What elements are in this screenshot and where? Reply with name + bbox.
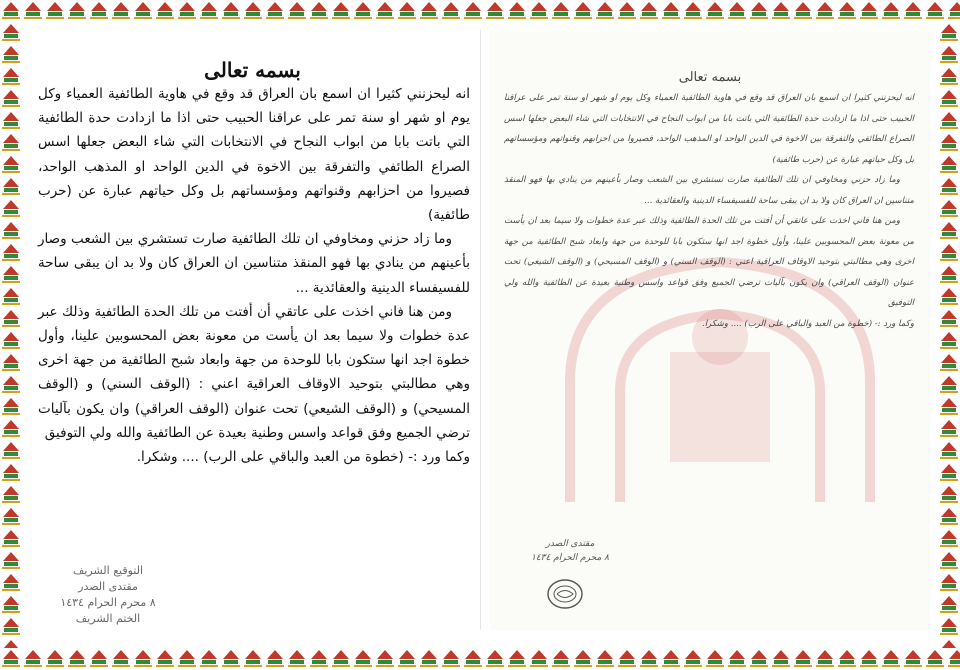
frame-tile bbox=[550, 648, 572, 670]
frame-tile bbox=[748, 0, 770, 22]
frame-tile bbox=[0, 88, 22, 110]
frame-tile bbox=[110, 648, 132, 670]
frame-tile bbox=[154, 0, 176, 22]
frame-border-bottom bbox=[0, 648, 960, 670]
frame-tile bbox=[0, 330, 22, 352]
frame-tile bbox=[880, 648, 902, 670]
handwritten-signature-date: ٨ محرم الحرام ١٤٣٤ bbox=[530, 553, 610, 563]
frame-tile bbox=[594, 0, 616, 22]
frame-tile bbox=[0, 528, 22, 550]
handwritten-signature bbox=[510, 537, 630, 565]
frame-tile bbox=[22, 648, 44, 670]
frame-tile bbox=[0, 638, 22, 648]
frame-tile bbox=[0, 462, 22, 484]
signature-date: ٨ محرم الحرام ١٤٣٤ bbox=[60, 596, 156, 609]
frame-tile bbox=[726, 648, 748, 670]
frame-tile bbox=[330, 648, 352, 670]
frame-tile bbox=[0, 396, 22, 418]
frame-tile bbox=[0, 154, 22, 176]
frame-tile bbox=[0, 506, 22, 528]
frame-tile bbox=[938, 66, 960, 88]
frame-tile bbox=[938, 550, 960, 572]
frame-tile bbox=[938, 220, 960, 242]
frame-tile bbox=[638, 648, 660, 670]
frame-tile bbox=[396, 648, 418, 670]
basmala-heading: بسمه تعالى bbox=[204, 58, 301, 82]
handwritten-basmala: بسمه تعالى bbox=[678, 70, 742, 85]
handwritten-paragraph-2: وما زاد حزني ومخاوفي ان تلك الطائفية صارت تستشري بين الشعب وصار بأعينهم من ينادي بها فهو المنقذ متناسين ان العراق كان ولا بد ان يبقى ساحة للفسيفساء الدينية والعقائدية ... bbox=[504, 175, 914, 206]
frame-tile bbox=[66, 648, 88, 670]
frame-tile bbox=[484, 648, 506, 670]
frame-tile bbox=[770, 0, 792, 22]
frame-tile bbox=[946, 648, 960, 670]
frame-tile bbox=[938, 418, 960, 440]
frame-tile bbox=[352, 0, 374, 22]
frame-tile bbox=[748, 648, 770, 670]
frame-tile bbox=[0, 198, 22, 220]
frame-tile bbox=[66, 0, 88, 22]
frame-tile bbox=[938, 352, 960, 374]
frame-tile bbox=[0, 0, 22, 22]
frame-tile bbox=[924, 0, 946, 22]
frame-tile bbox=[550, 0, 572, 22]
frame-tile bbox=[308, 0, 330, 22]
frame-tile bbox=[638, 0, 660, 22]
frame-tile bbox=[770, 648, 792, 670]
frame-tile bbox=[924, 648, 946, 670]
frame-tile bbox=[938, 242, 960, 264]
frame-tile bbox=[682, 0, 704, 22]
frame-tile bbox=[0, 286, 22, 308]
frame-tile bbox=[0, 440, 22, 462]
frame-tile bbox=[374, 648, 396, 670]
frame-tile bbox=[242, 648, 264, 670]
frame-tile bbox=[22, 0, 44, 22]
frame-tile bbox=[938, 330, 960, 352]
frame-tile bbox=[330, 0, 352, 22]
handwritten-original-page bbox=[490, 32, 930, 630]
frame-tile bbox=[374, 0, 396, 22]
frame-tile bbox=[660, 0, 682, 22]
frame-tile bbox=[938, 308, 960, 330]
frame-tile bbox=[0, 648, 22, 670]
frame-tile bbox=[682, 648, 704, 670]
frame-tile bbox=[242, 0, 264, 22]
frame-tile bbox=[88, 648, 110, 670]
handwritten-signature-name: مقتدى الصدر bbox=[545, 539, 595, 549]
frame-tile bbox=[946, 0, 960, 22]
frame-tile bbox=[938, 110, 960, 132]
handwritten-body bbox=[504, 88, 914, 334]
frame-tile bbox=[572, 0, 594, 22]
signature-block bbox=[48, 563, 168, 627]
frame-tile bbox=[938, 594, 960, 616]
frame-tile bbox=[938, 462, 960, 484]
frame-tile bbox=[154, 648, 176, 670]
frame-tile bbox=[484, 0, 506, 22]
frame-tile bbox=[440, 0, 462, 22]
seal-label: الختم الشريف bbox=[75, 612, 141, 625]
frame-tile bbox=[528, 0, 550, 22]
frame-tile bbox=[938, 198, 960, 220]
frame-tile bbox=[938, 506, 960, 528]
frame-tile bbox=[396, 0, 418, 22]
frame-tile bbox=[264, 0, 286, 22]
frame-tile bbox=[0, 418, 22, 440]
frame-tile bbox=[0, 220, 22, 242]
frame-tile bbox=[176, 648, 198, 670]
frame-tile bbox=[938, 616, 960, 638]
frame-tile bbox=[418, 0, 440, 22]
frame-tile bbox=[704, 0, 726, 22]
frame-tile bbox=[616, 648, 638, 670]
frame-tile bbox=[938, 154, 960, 176]
frame-tile bbox=[938, 264, 960, 286]
frame-tile bbox=[858, 648, 880, 670]
statement-paragraph-4: وكما ورد :- (خطوة من العبد والباقي على الرب) .... وشكرا. bbox=[136, 449, 470, 466]
frame-tile bbox=[938, 44, 960, 66]
frame-tile bbox=[220, 648, 242, 670]
frame-tile bbox=[0, 176, 22, 198]
statement-body bbox=[38, 82, 470, 469]
frame-tile bbox=[594, 648, 616, 670]
frame-tile bbox=[286, 0, 308, 22]
frame-tile bbox=[902, 648, 924, 670]
frame-tile bbox=[792, 0, 814, 22]
handwritten-paragraph-1: انه ليحزنني كثيرا ان اسمع بان العراق قد وقع في هاوية الطائفية العمياء وكل يوم او شهر او سنة تمر على عراقنا الحبيب حتى اذا ما ازدادت حدة الطائفية التي باتت بابا من ابواب النجاح في الانتخابات التي شاء البعض جعلها اسس الصراع الطائفي والتفرقة بين الاخوة في الدين الواحد او المذهب الواحد، فصيروا من احزابهم وقنواتهم ومؤسساتهم بل وكل حياتهم عبارة عن (حرب طائفية) bbox=[504, 93, 914, 165]
frame-tile bbox=[0, 66, 22, 88]
frame-tile bbox=[462, 0, 484, 22]
frame-tile bbox=[0, 264, 22, 286]
frame-tile bbox=[132, 648, 154, 670]
frame-tile bbox=[440, 648, 462, 670]
typed-transcription-page bbox=[30, 28, 475, 638]
signature-name: مقتدى الصدر bbox=[78, 580, 138, 593]
frame-tile bbox=[572, 648, 594, 670]
frame-tile bbox=[938, 132, 960, 154]
frame-tile bbox=[88, 0, 110, 22]
frame-tile bbox=[880, 0, 902, 22]
frame-tile bbox=[0, 550, 22, 572]
statement-paragraph-2: وما زاد حزني ومخاوفي ان تلك الطائفية صارت تستشري بين الشعب وصار بأعينهم من ينادي بها فهو المنقذ متناسين ان العراق كان ولا بد ان يبقى ساحة للفسيفساء الدينية والعقائدية ... bbox=[38, 231, 470, 296]
handwritten-paragraph-3: ومن هنا فاني اخذت على عاتقي أن أفتت من تلك الحدة الطائفية وذلك عبر عدة خطوات ولا سيما بعد ان يأست من معونة بعض المحسوبين علينا، وأول خطوة اجد انها ستكون بابا للوحدة من جهة وابعاد شبح الطائفية من جهة اخرى وهي مطالبتي بتوحيد الاوقاف العراقية اعني : (الوقف السني) و (الوقف المسيحي) و (الوقف الشيعي) تحت عنوان (الوقف العراقي) وان يكون بآليات ترضي الجميع وفق قواعد واسس وطنية بعيدة عن الطائفية والله ولي التوفيق bbox=[504, 216, 914, 308]
frame-tile bbox=[0, 484, 22, 506]
frame-tile bbox=[506, 648, 528, 670]
frame-tile bbox=[792, 648, 814, 670]
frame-tile bbox=[938, 484, 960, 506]
frame-tile bbox=[198, 0, 220, 22]
frame-tile bbox=[938, 176, 960, 198]
frame-tile bbox=[814, 0, 836, 22]
frame-tile bbox=[938, 396, 960, 418]
frame-tile bbox=[0, 594, 22, 616]
frame-tile bbox=[0, 132, 22, 154]
frame-tile bbox=[0, 110, 22, 132]
frame-tile bbox=[352, 648, 374, 670]
frame-tile bbox=[836, 0, 858, 22]
frame-tile bbox=[44, 648, 66, 670]
frame-tile bbox=[462, 648, 484, 670]
page-divider bbox=[480, 30, 481, 630]
frame-tile bbox=[704, 648, 726, 670]
frame-tile bbox=[0, 308, 22, 330]
frame-tile bbox=[938, 22, 960, 44]
frame-tile bbox=[836, 648, 858, 670]
frame-tile bbox=[44, 0, 66, 22]
frame-tile bbox=[938, 638, 960, 648]
frame-border-left bbox=[0, 22, 22, 648]
frame-tile bbox=[506, 0, 528, 22]
frame-border-right bbox=[938, 22, 960, 648]
frame-tile bbox=[198, 648, 220, 670]
frame-tile bbox=[0, 44, 22, 66]
frame-tile bbox=[938, 572, 960, 594]
frame-border-top bbox=[0, 0, 960, 22]
frame-tile bbox=[528, 648, 550, 670]
frame-tile bbox=[308, 648, 330, 670]
handwritten-paragraph-4: وكما ورد :- (خطوة من العبد والباقي على الرب) .... وشكرا. bbox=[702, 318, 914, 329]
frame-tile bbox=[110, 0, 132, 22]
frame-tile bbox=[0, 616, 22, 638]
frame-tile bbox=[0, 572, 22, 594]
frame-tile bbox=[938, 88, 960, 110]
frame-tile bbox=[938, 286, 960, 308]
frame-tile bbox=[286, 648, 308, 670]
frame-tile bbox=[220, 0, 242, 22]
frame-tile bbox=[0, 374, 22, 396]
frame-tile bbox=[0, 352, 22, 374]
signature-label: التوقيع الشريف bbox=[72, 564, 144, 577]
frame-tile bbox=[938, 374, 960, 396]
frame-tile bbox=[0, 22, 22, 44]
frame-tile bbox=[858, 0, 880, 22]
frame-tile bbox=[902, 0, 924, 22]
statement-paragraph-3: ومن هنا فاني اخذت على عاتقي أن أفتت من تلك الحدة الطائفية وذلك عبر عدة خطوات ولا سيما بعد ان يأست من معونة بعض المحسوبين علينا، وأول خطوة اجد انها ستكون بابا للوحدة من جهة وابعاد شبح الطائفية من جهة اخرى وهي مطالبتي بتوحيد الاوقاف العراقية اعني : (الوقف السني) و (الوقف المسيحي) و (الوقف الشيعي) تحت عنوان (الوقف العراقي) وان يكون بآليات ترضي الجميع وفق قواعد واسس وطنية بعيدة عن الطائفية والله ولي التوفيق bbox=[38, 303, 470, 441]
frame-tile bbox=[418, 648, 440, 670]
seal-stamp-icon bbox=[545, 577, 585, 611]
frame-tile bbox=[264, 648, 286, 670]
frame-tile bbox=[132, 0, 154, 22]
frame-tile bbox=[616, 0, 638, 22]
frame-tile bbox=[726, 0, 748, 22]
frame-tile bbox=[938, 440, 960, 462]
frame-tile bbox=[814, 648, 836, 670]
statement-paragraph-1: انه ليحزنني كثيرا ان اسمع بان العراق قد وقع في هاوية الطائفية العمياء وكل يوم او شهر او سنة تمر على عراقنا الحبيب حتى اذا ما ازدادت حدة الطائفية التي باتت بابا من ابواب النجاح في الانتخابات التي شاء البعض جعلها اسس الصراع الطائفي والتفرقة بين الاخوة في الدين الواحد او المذهب الواحد، فصيروا من احزابهم وقنواتهم ومؤسساتهم بل وكل حياتهم عبارة عن (حرب طائفية) bbox=[38, 86, 470, 224]
frame-tile bbox=[938, 528, 960, 550]
frame-tile bbox=[176, 0, 198, 22]
frame-tile bbox=[0, 242, 22, 264]
frame-tile bbox=[660, 648, 682, 670]
